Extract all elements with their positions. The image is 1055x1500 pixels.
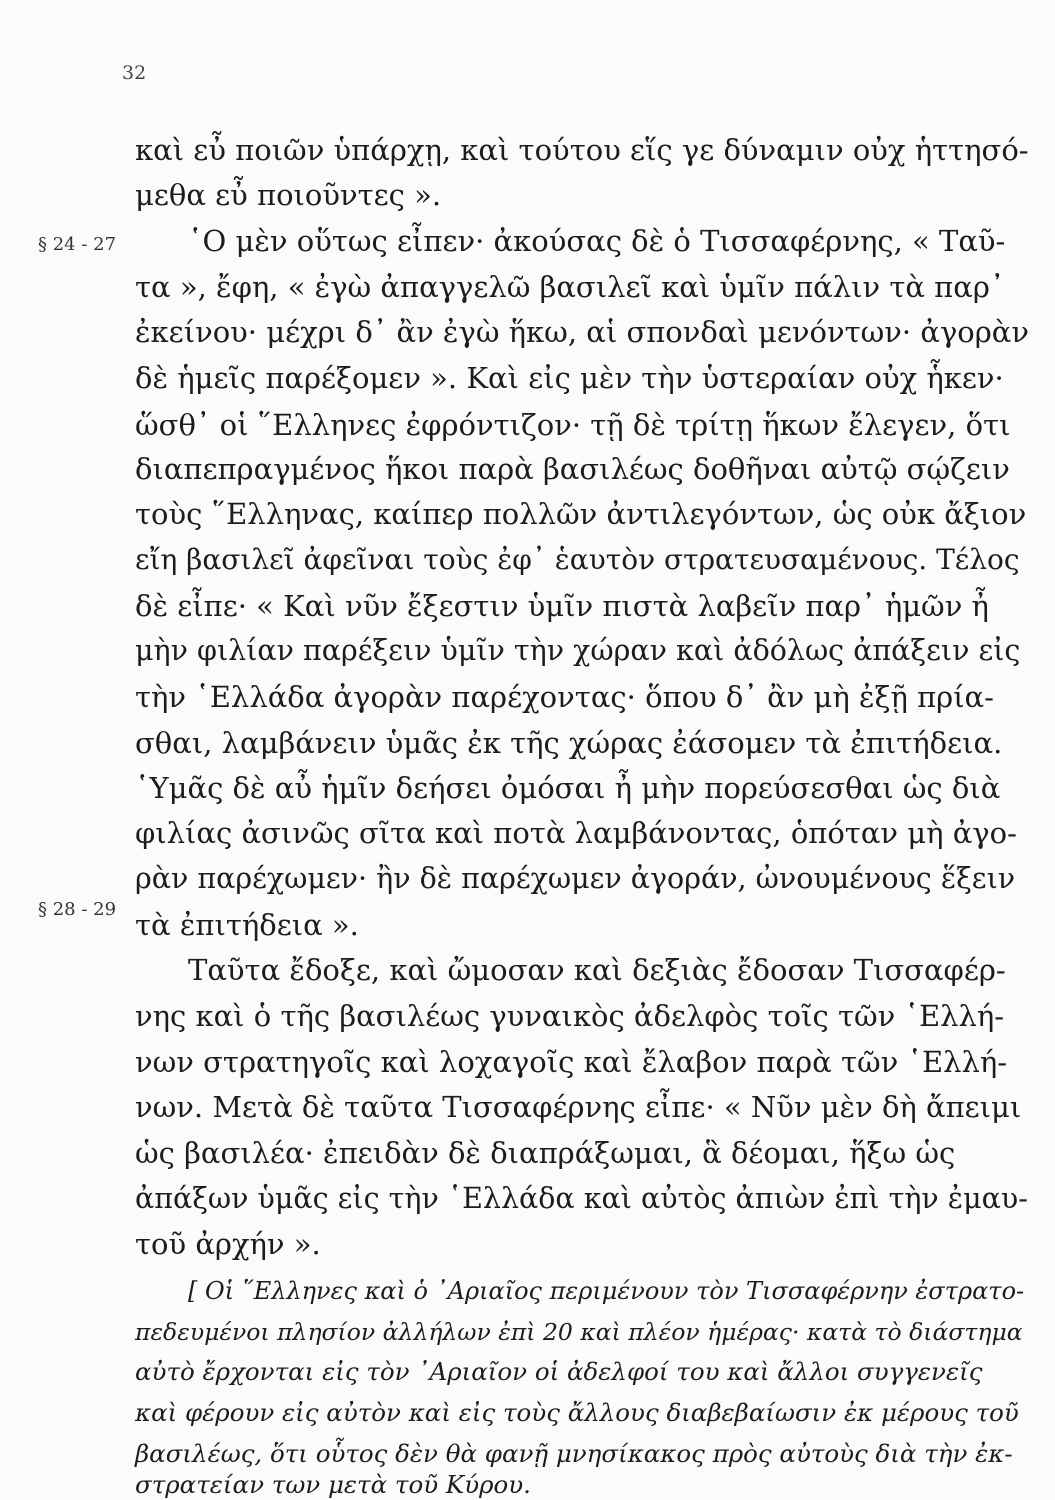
note-line: καὶ φέρουν εἰς αὐτὸν καὶ εἰς τοὺς ἄλλους διαβεβαίωσιν ἐκ μέρους τοῦ xyxy=(135,1398,1019,1427)
note-line: βασιλέως, ὅτι οὗτος δὲν θὰ φανῇ μνησίκακος πρὸς αὐτοὺς διὰ τὴν ἐκ- xyxy=(135,1439,1013,1468)
text-line: τὰ ἐπιτήδεια ». xyxy=(135,908,359,942)
text-line: καὶ εὖ ποιῶν ὑπάρχῃ, καὶ τούτου εἵς γε δύναμιν οὐχ ἡττησό- xyxy=(135,133,1029,167)
page-number: 32 xyxy=(122,62,147,84)
note-line: πεδευμένοι πλησίον ἀλλήλων ἐπὶ 20 καὶ πλέον ἡμέρας· κατὰ τὸ διάστημα xyxy=(135,1318,1023,1346)
text-line: ὥσθ᾽ οἱ ῞Ελληνες ἐφρόντιζον· τῇ δὲ τρίτῃ ἥκων ἔλεγεν, ὅτι xyxy=(135,408,1011,442)
text-line: δὲ εἶπε· « Καὶ νῦν ἔξεστιν ὑμῖν πιστὰ λαβεῖν παρ᾽ ἡμῶν ἦ xyxy=(135,589,989,623)
text-line: ἀπάξων ὑμᾶς εἰς τὴν ῾Ελλάδα καὶ αὐτὸς ἀπιὼν ἐπὶ τὴν ἐμαυ- xyxy=(135,1182,1028,1215)
text-line: φιλίας ἀσινῶς σῖτα καὶ ποτὰ λαμβάνοντας, ὁπόταν μὴ ἀγο- xyxy=(135,816,1017,850)
text-line: εἴη βασιλεῖ ἀφεῖναι τοὺς ἐφ᾽ ἑαυτὸν στρατευσαμένους. Τέλος xyxy=(135,543,1020,576)
text-line: διαπεπραγμένος ἥκοι παρὰ βασιλέως δοθῆναι αὐτῷ σῴζειν xyxy=(135,452,1010,486)
text-line: σθαι, λαμβάνειν ὑμᾶς ἐκ τῆς χώρας ἐάσομεν τὰ ἐπιτήδεια. xyxy=(135,726,1003,760)
text-line: ρὰν παρέχωμεν· ἢν δὲ παρέχωμεν ἀγοράν, ὠνουμένους ἕξειν xyxy=(135,862,1016,895)
note-line: [ Οἱ ῞Ελληνες καὶ ὁ ᾿Αριαῖος περιμένουν τὸν Τισσαφέρνην ἐστρατο- xyxy=(188,1277,1025,1305)
section-marker: § 24 - 27 xyxy=(38,234,117,255)
text-line: Ταῦτα ἔδοξε, καὶ ὤμοσαν καὶ δεξιὰς ἔδοσαν Τισσαφέρ- xyxy=(188,953,1006,987)
text-line: μὴν φιλίαν παρέξειν ὑμῖν τὴν χώραν καὶ ἀδόλως ἀπάξειν εἰς xyxy=(135,634,1021,667)
text-line: νης καὶ ὁ τῆς βασιλέως γυναικὸς ἀδελφὸς τοῖς τῶν ῾Ελλή- xyxy=(135,999,1005,1033)
note-line: αὐτὸ ἔρχονται εἰς τὸν ᾿Αριαῖον οἱ ἀδελφοί του καὶ ἄλλοι συγγενεῖς xyxy=(135,1357,983,1386)
text-line: ῾Υμᾶς δὲ αὖ ἡμῖν δεήσει ὀμόσαι ἦ μὴν πορεύσεσθαι ὡς διὰ xyxy=(135,771,1001,805)
text-line: τοῦ ἀρχήν ». xyxy=(135,1227,321,1261)
text-line: νων στρατηγοῖς καὶ λοχαγοῖς καὶ ἔλαβον παρὰ τῶν ῾Ελλή- xyxy=(135,1045,1008,1079)
section-marker: § 28 - 29 xyxy=(38,899,117,920)
text-line: τα », ἔφη, « ἐγὼ ἀπαγγελῶ βασιλεῖ καὶ ὑμῖν πάλιν τὰ παρ᾽ xyxy=(135,270,1005,304)
text-line: τοὺς ῞Ελληνας, καίπερ πολλῶν ἀντιλεγόντων, ὡς οὐκ ἄξιον xyxy=(135,497,1027,531)
text-line: τὴν ῾Ελλάδα ἀγορὰν παρέχοντας· ὅπου δ᾽ ἂν μὴ ἐξῇ πρία- xyxy=(135,680,994,714)
text-line: νων. Μετὰ δὲ ταῦτα Τισσαφέρνης εἶπε· « Νῦν μὲν δὴ ἄπειμι xyxy=(135,1090,1022,1124)
note-line: στρατείαν των μετὰ τοῦ Κύρου. xyxy=(135,1470,531,1499)
text-line: ῾Ο μὲν οὕτως εἶπεν· ἀκούσας δὲ ὁ Τισσαφέρνης, « Ταῦ- xyxy=(188,224,1006,258)
text-line: ἐκείνου· μέχρι δ᾽ ἂν ἐγὼ ἥκω, αἱ σπονδαὶ μενόντων· ἀγορὰν xyxy=(135,315,1030,349)
text-line: ὡς βασιλέα· ἐπειδὰν δὲ διαπράξωμαι, ἃ δέομαι, ἥξω ὡς xyxy=(135,1136,956,1170)
text-line: δὲ ἡμεῖς παρέξομεν ». Καὶ εἰς μὲν τὴν ὑστεραίαν οὐχ ἧκεν· xyxy=(135,361,1004,395)
text-line: μεθα εὖ ποιοῦντες ». xyxy=(135,178,442,212)
